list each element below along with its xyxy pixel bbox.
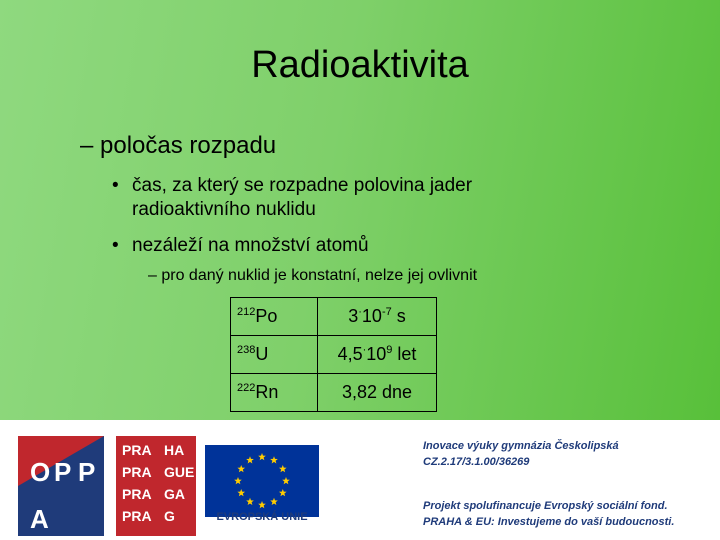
funding-info: Projekt spolufinancuje Evropský sociální fond. PRAHA & EU: Investujeme do vaší budoucnosti.	[423, 500, 675, 528]
bullet-1-text: čas, za který se rozpadne polovina jader radioaktivního nuklidu	[132, 175, 473, 220]
bullet-2	[112, 234, 592, 258]
project-info: Inovace výuky gymnázia Českolipská CZ.2.17/3.1.00/36269	[423, 440, 619, 468]
footer	[0, 420, 720, 540]
bullet-dot: •	[112, 235, 119, 256]
half-life-cell: $4,5^\cdot 10^9$ let	[318, 336, 437, 374]
bullet-1	[112, 174, 592, 222]
table-row	[231, 374, 437, 412]
slide-title: Radioaktivita	[251, 44, 469, 86]
eu-label: EVROPSKÁ UNIE	[216, 511, 308, 523]
opp-letter: P	[78, 457, 96, 487]
table-row	[231, 298, 437, 336]
sub-bullet: – pro daný nuklid je konstatní, nelze jej ovlivnit	[148, 267, 478, 284]
opp-letter: A	[30, 504, 49, 534]
bullet-dot: •	[112, 175, 119, 196]
half-life-cell: $3^\cdot 10^{-7}$ s	[318, 298, 437, 336]
prague-logo: PRA HA PRA GUE PRA GA PRA G	[116, 436, 196, 536]
opp-letter: O	[30, 457, 51, 487]
table-row	[231, 336, 437, 374]
opp-letter: P	[54, 457, 72, 487]
half-life-table	[230, 297, 437, 412]
opp-logo	[18, 436, 104, 536]
level1-item: – poločas rozpadu	[80, 132, 277, 159]
nuclide-cell: $^{212}$Po	[231, 298, 318, 336]
half-life-cell: 3,82 dne	[318, 374, 437, 412]
nuclide-cell: $^{222}$Rn	[231, 374, 318, 412]
nuclide-cell: $^{238}$U	[231, 336, 318, 374]
bullet-2-text: nezáleží na množství atomů	[132, 235, 369, 256]
